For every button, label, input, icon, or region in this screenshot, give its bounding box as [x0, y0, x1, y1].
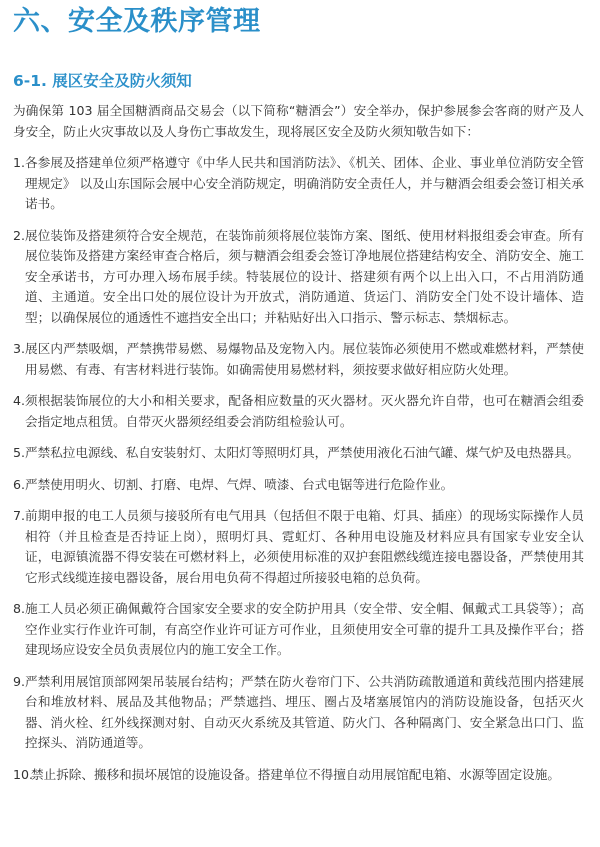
list-item	[13, 226, 584, 329]
list-item	[13, 506, 584, 588]
list-item-number: 9.	[13, 673, 26, 689]
section-title: 六、安全及秩序管理	[13, 6, 261, 37]
list-item	[13, 765, 584, 786]
list-item-text: 严禁利用展馆顶部网架吊装展台结构；严禁在防火卷帘门下、公共消防疏散通道和黄线范围内搭建展台和堆放材料、展品及其他物品；严禁遮挡、埋压、圈占及堵塞展馆内的消防设施设备，包括灭火器、消火栓、红外线探测对射、自动灭火系统及其管道、防火门、各种隔离门、安全紧急出口门、监控探头、消防通道等。	[25, 673, 584, 750]
list-item-number: 1.	[13, 155, 26, 170]
list-item-text: 展区内严禁吸烟，严禁携带易燃、易爆物品及宠物入内。展位装饰必须使用不燃或难燃材料，严禁使用易燃、有毒、有害材料进行装饰。如确需使用易燃材料，须按要求做好相应防火处理。	[25, 341, 584, 377]
list-item-number: 4.	[13, 393, 26, 408]
list-item-text: 展位装饰及搭建须符合安全规范，在装饰前须将展位装饰方案、图纸、使用材料报组委会审查。所有展位装饰及搭建方案经审查合格后，须与糖酒会组委会签订净地展位搭建结构安全、消防安全、施工安全承诺书，方可办理入场布展手续。特装展位的设计、搭建须有两个以上出入口，不占用消防通道、主通道。安全出口处的展位设计为开放式，消防通道、货运门、消防安全门处不设计墙体、造型；以确保展位的通透性不遮挡安全出口；并粘贴好出入口指示、警示标志、禁烟标志。	[25, 227, 584, 325]
list-item-number: 5.	[13, 445, 26, 460]
list-item	[13, 599, 584, 661]
list-item	[13, 153, 584, 215]
list-item-number: 8.	[13, 601, 26, 616]
list-item-text: 禁止拆除、搬移和损坏展馆的设施设备。搭建单位不得擅自动用展馆配电箱、水源等固定设施。	[31, 766, 560, 782]
list-item	[13, 475, 584, 496]
subsection-title: 6-1. 展区安全及防火须知	[13, 72, 192, 90]
list-item-text: 严禁私拉电源线、私自安装射灯、太阳灯等照明灯具，严禁使用液化石油气罐、煤气炉及电热器具。	[25, 445, 580, 460]
list-item-text: 各参展及搭建单位须严格遵守《中华人民共和国消防法》、《机关、团体、企业、事业单位消防安全管理规定》 以及山东国际会展中心安全消防规定，明确消防安全责任人，并与糖酒会组委会签订相关承诺书。	[25, 155, 584, 211]
list-item-number: 2.	[13, 227, 26, 243]
list-item-number: 10.	[13, 766, 34, 782]
intro-paragraph: 为确保第 103 届全国糖酒商品交易会（以下简称“糖酒会”）安全举办，保护参展参会客商的财产及人身安全，防止火灾事故以及人身伤亡事故发生，现将展区安全及防火须知敬告如下：	[13, 103, 584, 139]
list-item-text: 施工人员必须正确佩戴符合国家安全要求的安全防护用具（安全带、安全帽、佩戴式工具袋等）；高空作业实行作业许可制，有高空作业许可证方可作业，且须使用安全可靠的提升工具及操作平台；搭建现场应设安全员负责展位内的施工安全工作。	[25, 601, 584, 657]
list-item-text: 须根据装饰展位的大小和相关要求，配备相应数量的灭火器材。灭火器允许自带，也可在糖酒会组委会指定地点租赁。自带灭火器须经组委会消防组检验认可。	[25, 393, 584, 429]
list-item	[13, 672, 584, 754]
rules-list	[13, 153, 584, 785]
list-item	[13, 443, 584, 464]
list-item-number: 6.	[13, 476, 26, 492]
list-item-text: 前期申报的电工人员须与接驳所有电气用具（包括但不限于电箱、灯具、插座）的现场实际操作人员相符（并且检查是否持证上岗），照明灯具、霓虹灯、各种用电设施及材料应具有国家专业安全认证，电源镇流器不得安装在可燃材料上，必须使用标准的双护套阻燃线缆连接电器设备，严禁使用其它形式线缆连接电器设备，展台用电负荷不得超过所接驳电箱的总负荷。	[25, 508, 584, 585]
list-item	[13, 391, 584, 432]
list-item-number: 7.	[13, 508, 26, 523]
list-item-text: 严禁使用明火、切割、打磨、电焊、气焊、喷漆、台式电锯等进行危险作业。	[25, 476, 454, 492]
list-item-number: 3.	[13, 341, 26, 356]
list-item	[13, 339, 584, 380]
